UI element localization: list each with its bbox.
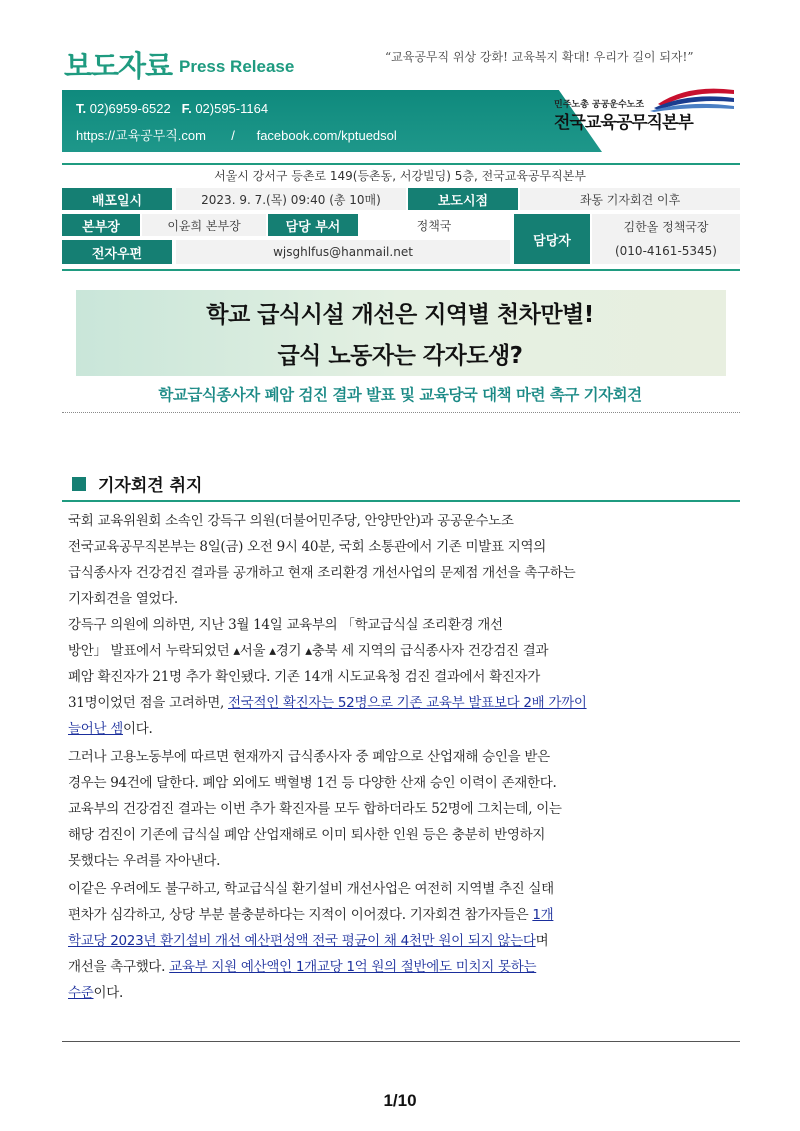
text-line — [68, 690, 736, 716]
text-line: 방안」 발표에서 누락되었던 ▴서울 ▴경기 ▴충북 세 지역의 급식종사자 건강검진 결과 — [68, 643, 549, 659]
email-value[interactable]: wjsghlfus@hanmail.net — [176, 240, 510, 264]
date-label: 배포일시 — [62, 188, 172, 210]
square-bullet-icon — [72, 477, 86, 491]
highlight-text: 늘어난 셈 — [68, 721, 123, 737]
text-line: 그러나 고용노동부에 따르면 현재까지 급식종사자 중 폐암으로 산업재해 승인을 받은 — [68, 749, 550, 765]
address: 서울시 강서구 등촌로 149(등촌동, 서강빌딩) 5층, 전국교육공무직본부 — [214, 169, 586, 183]
text-segment: 개선을 촉구했다. — [68, 959, 170, 975]
release-label: 보도시점 — [408, 188, 518, 210]
text-segment: 편차가 심각하고, 상당 부분 불충분하다는 지적이 이어졌다. 기자회견 참가자들은 — [68, 907, 533, 923]
chief-label: 본부장 — [62, 214, 140, 236]
contact-phone: (010-4161-5345) — [592, 238, 740, 264]
text-segment: 31명이었던 점을 고려하면, — [68, 695, 228, 711]
headline-line-2: 급식 노동자는 각자도생? — [277, 343, 523, 369]
subheadline: 학교급식종사자 폐암 검진 결과 발표 및 교육당국 대책 마련 촉구 기자회견 — [158, 386, 642, 404]
paragraph-4 — [68, 876, 736, 1006]
press-release-title: 보도자료 — [64, 49, 173, 83]
date-value: 2023. 9. 7.(목) 09:40 (총 10매) — [176, 188, 406, 210]
contact-label: 담당자 — [514, 214, 590, 264]
text-line — [68, 980, 736, 1006]
contact-name: 김한올 정책국장 — [592, 214, 740, 238]
union-logo-icon — [648, 78, 738, 112]
highlight-text: 수준 — [68, 985, 94, 1001]
text-line — [68, 716, 736, 742]
text-line: 강득구 의원에 의하면, 지난 3월 14일 교육부의 「학교급식실 조리환경 개선 — [68, 617, 503, 633]
tel-number: 02)6959-6522 — [89, 101, 171, 116]
text-line: 못했다는 우려를 자아낸다. — [68, 853, 221, 869]
text-segment: 며 — [535, 933, 549, 949]
dotted-divider — [62, 412, 740, 413]
chief-value: 이윤희 본부장 — [142, 214, 266, 236]
tel-label: T. — [76, 101, 87, 116]
dept-value: 정책국 — [360, 214, 508, 236]
facebook-link[interactable]: facebook.com/kptuedsol — [256, 128, 397, 143]
text-line: 국회 교육위원회 소속인 강득구 의원(더불어민주당, 안양만안)과 공공운수노조 — [68, 513, 514, 529]
fax-number: 02)595-1164 — [195, 101, 269, 116]
section-title: 기자회견 취지 — [98, 476, 203, 496]
dept-label: 담당 부서 — [268, 214, 358, 236]
divider — [62, 269, 740, 271]
highlight-text: 학교당 2023년 환기설비 개선 예산편성액 전국 평균이 채 4천만 원이 되지 않는다 — [68, 933, 536, 949]
link-separator: / — [231, 128, 235, 143]
paragraph-3 — [68, 744, 736, 874]
highlight-text: 1개 — [532, 907, 554, 923]
highlight-text: 전국적인 확진자는 52명으로 기존 교육부 발표보다 2배 가까이 — [227, 695, 587, 711]
paragraph-2 — [68, 612, 736, 742]
footer-divider — [62, 1041, 740, 1042]
section-heading — [72, 471, 202, 496]
release-value: 좌동 기자회견 이후 — [520, 188, 740, 210]
text-line: 이같은 우려에도 불구하고, 학교급식실 환기설비 개선사업은 여전히 지역별 추진 실태 — [68, 881, 554, 897]
headline-line-1: 학교 급식시설 개선은 지역별 천차만별! — [206, 302, 594, 328]
text-line — [68, 902, 736, 928]
text-line: 기자회견을 열었다. — [68, 591, 178, 607]
org-name: 전국교육공무직본부 — [554, 113, 693, 133]
website-link[interactable]: https://교육공무직.com — [76, 128, 206, 143]
text-line: 전국교육공무직본부는 8일(금) 오전 9시 40분, 국회 소통관에서 기존 미발표 지역의 — [68, 539, 546, 555]
text-line: 경우는 94건에 달한다. 폐암 외에도 백혈병 1건 등 다양한 산재 승인 이력이 존재한다. — [68, 775, 557, 791]
web-line — [76, 125, 397, 144]
phone-fax-line — [76, 101, 268, 116]
email-label: 전자우편 — [62, 240, 172, 264]
text-segment: 이다. — [122, 721, 153, 737]
divider — [62, 163, 740, 165]
paragraph-1 — [68, 508, 736, 612]
divider — [62, 500, 740, 502]
page-number: 1/10 — [383, 1091, 417, 1110]
text-line: 교육부의 건강검진 결과는 이번 추가 확진자를 모두 합하더라도 52명에 그치는데, 이는 — [68, 801, 562, 817]
text-line: 급식종사자 건강검진 결과를 공개하고 현재 조리환경 개선사업의 문제점 개선을 촉구하는 — [68, 565, 576, 581]
text-line — [68, 954, 736, 980]
fax-label: F. — [181, 101, 192, 116]
text-line: 폐암 확진자가 21명 추가 확인됐다. 기존 14개 시도교육청 검진 결과에서 확진자가 — [68, 669, 541, 685]
org-affiliation: 민주노총 공공운수노조 — [554, 100, 645, 110]
slogan: “교육공무직 위상 강화! 교육복지 확대! 우리가 길이 되자!” — [385, 50, 694, 64]
text-line: 해당 검진이 기존에 급식실 폐암 산업재해로 이미 퇴사한 인원 등은 충분히 반영하지 — [68, 827, 546, 843]
highlight-text: 교육부 지원 예산액인 1개교당 1억 원의 절반에도 미치지 못하는 — [169, 959, 537, 975]
text-segment: 이다. — [93, 985, 123, 1001]
press-release-label: Press Release — [179, 57, 295, 76]
text-line — [68, 928, 736, 954]
